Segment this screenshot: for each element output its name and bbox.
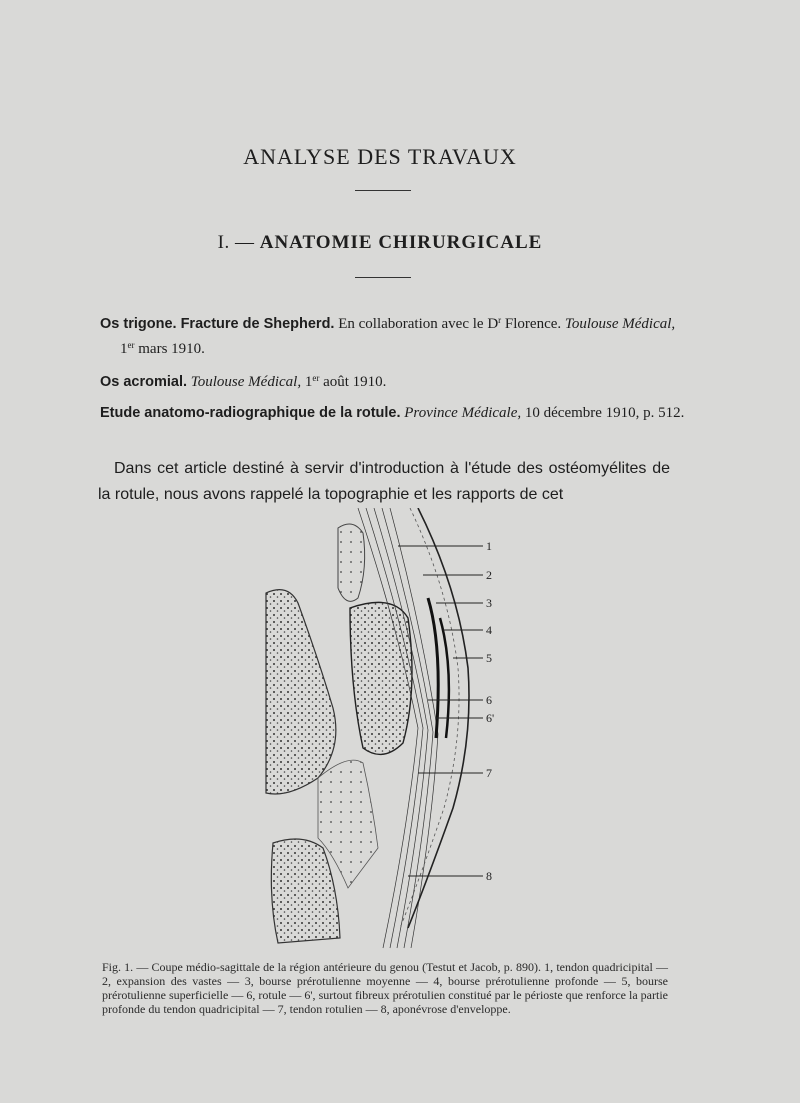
caption-title: Fig. 1. — Coupe médio-sagittale de la région antérieure du genou (Testut et Jacob, p. 890). xyxy=(102,960,541,974)
section-number: I. — xyxy=(217,232,255,253)
femur-shape xyxy=(266,590,336,794)
tibia-shape xyxy=(271,839,340,943)
figure-label: 4 xyxy=(486,623,492,637)
entry-date-sup: er xyxy=(312,373,320,383)
figure-label: 1 xyxy=(486,539,492,553)
entry-date: mars 1910. xyxy=(134,341,205,357)
entry-date-sup: er xyxy=(127,340,135,350)
entry-title: Etude anatomo-radiographique de la rotule. xyxy=(100,405,401,421)
figure-label: 7 xyxy=(486,766,492,780)
bursa-stroke xyxy=(428,598,438,738)
knee-section-illustration xyxy=(258,508,518,952)
figure-caption xyxy=(102,960,668,1016)
bursa-stroke xyxy=(440,618,449,738)
figure-label: 5 xyxy=(486,651,492,665)
caption-body: 1, tendon quadricipital — 2, expansion des vastes — 3, bourse prérotulienne moyenne — 4, bourse prérotulienne profonde — 5, bourse prérotulienne superficielle — 6, rotule — 6', surtout fibreux prérotulien constitué par le périoste que renforce la partie profonde du tendon quadricipital — 7, tendon rotulien — 8, aponévrose d'enveloppe. xyxy=(102,960,668,1016)
entry-date: 1 xyxy=(301,374,313,390)
title-divider xyxy=(355,190,411,191)
entry-date: 10 décembre 1910, p. 512. xyxy=(521,405,685,421)
figure-label: 6' xyxy=(486,711,495,725)
bibliography-entry xyxy=(100,368,688,393)
figure-label: 8 xyxy=(486,869,492,883)
entry-journal: Toulouse Médical, xyxy=(190,374,302,390)
bibliography-entry xyxy=(100,403,688,424)
entry-date: 1 xyxy=(120,341,128,357)
figure-label: 6 xyxy=(486,693,492,707)
figure-label: 2 xyxy=(486,568,492,582)
section-title: ANATOMIE CHIRURGICALE xyxy=(259,232,543,253)
leader-lines xyxy=(398,546,483,876)
section-heading xyxy=(0,232,760,254)
page-title: ANALYSE DES TRAVAUX xyxy=(243,144,517,169)
entry-journal: Toulouse Médical, xyxy=(564,316,676,332)
entry-title: Os acromial. xyxy=(100,374,188,390)
entry-title: Os trigone. Fracture de Shepherd. xyxy=(100,316,335,332)
entry-journal: Province Médicale, xyxy=(404,405,522,421)
body-paragraph: Dans cet article destiné à servir d'introduction à l'étude des ostéomyélites de la rotule, nous avons rappelé la topographie et les rapports de cet xyxy=(98,460,670,503)
entry-text: Florence. xyxy=(501,316,565,332)
entry-sup: r xyxy=(498,315,502,325)
bibliography-entry xyxy=(100,310,688,360)
suprapatellar-shape xyxy=(338,524,365,601)
entry-date: août 1910. xyxy=(319,374,387,390)
entry-text: En collaboration avec le D xyxy=(334,316,499,332)
figure-label: 3 xyxy=(486,596,492,610)
patella-shape xyxy=(350,602,412,754)
section-divider xyxy=(355,277,411,278)
